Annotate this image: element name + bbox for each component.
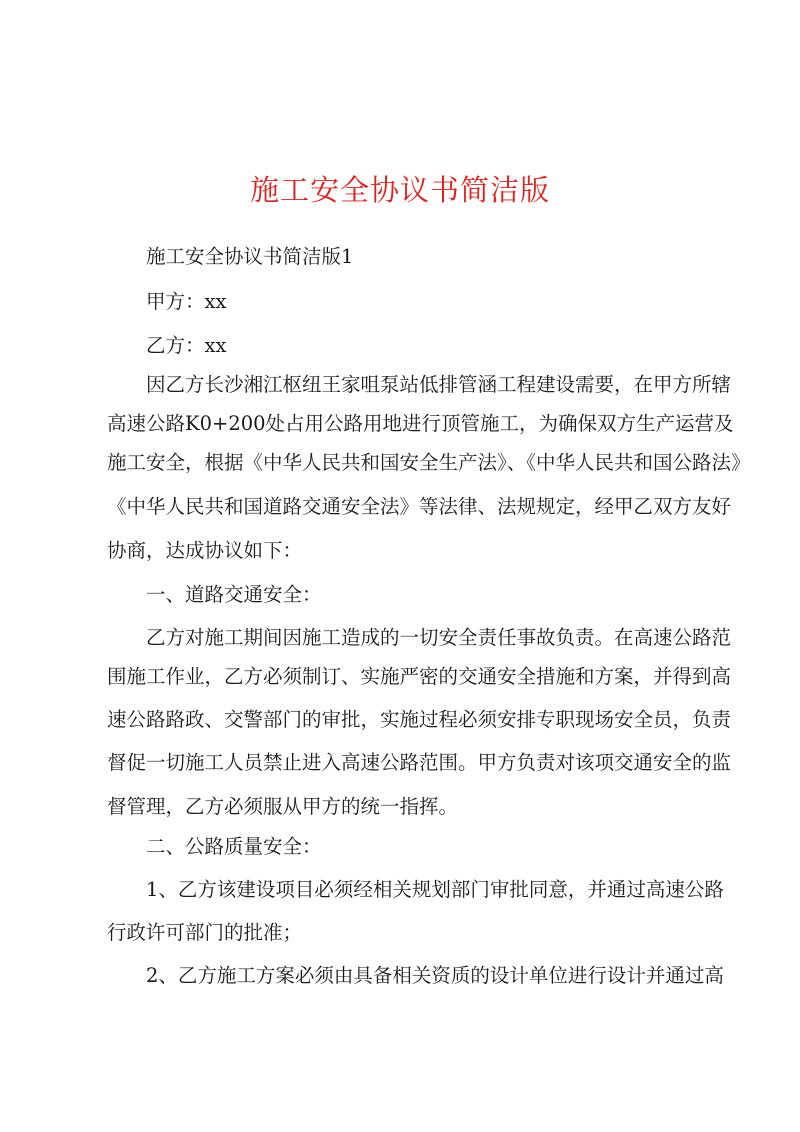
paragraph-line: 速公路路政、交警部门的审批，实施过程必须安排专职现场安全员，负责: [107, 708, 732, 731]
paragraph-line: 1、乙方该建设项目必须经相关规划部门审批同意，并通过高速公路: [146, 878, 724, 901]
party-a-line: 甲方：xx: [146, 290, 227, 313]
paragraph-line: 督管理，乙方必须服从甲方的统一指挥。: [107, 795, 459, 818]
document-title: 施工安全协议书简洁版: [249, 173, 550, 207]
section-heading: 二、公路质量安全：: [146, 835, 322, 858]
paragraph-line: 协商，达成协议如下：: [107, 539, 303, 562]
paragraph-line: 《中华人民共和国道路交通安全法》等法律、法规规定，经甲乙双方友好: [107, 495, 732, 518]
paragraph-line: 施工安全，根据《中华人民共和国安全生产法》、《中华人民共和国公路法》: [107, 451, 751, 474]
paragraph-line: 围施工作业，乙方必须制订、实施严密的交通安全措施和方案，并得到高: [107, 665, 732, 688]
paragraph-line: 因乙方长沙湘江枢纽王家咀泵站低排管涵工程建设需要，在甲方所辖: [146, 373, 732, 396]
paragraph-line: 督促一切施工人员禁止进入高速公路范围。甲方负责对该项交通安全的监: [107, 751, 732, 774]
section-heading: 一、道路交通安全：: [146, 583, 322, 606]
paragraph-line: 行政许可部门的批准；: [107, 921, 303, 944]
paragraph-line: 2、乙方施工方案必须由具备相关资质的设计单位进行设计并通过高: [146, 964, 724, 987]
subtitle-line: 施工安全协议书简洁版1: [146, 245, 354, 268]
party-b-line: 乙方：xx: [146, 334, 227, 357]
paragraph-line: 乙方对施工期间因施工造成的一切安全责任事故负责。在高速公路范: [146, 626, 732, 649]
paragraph-line: 高速公路K0+200处占用公路用地进行顶管施工，为确保双方生产运营及: [107, 412, 734, 435]
